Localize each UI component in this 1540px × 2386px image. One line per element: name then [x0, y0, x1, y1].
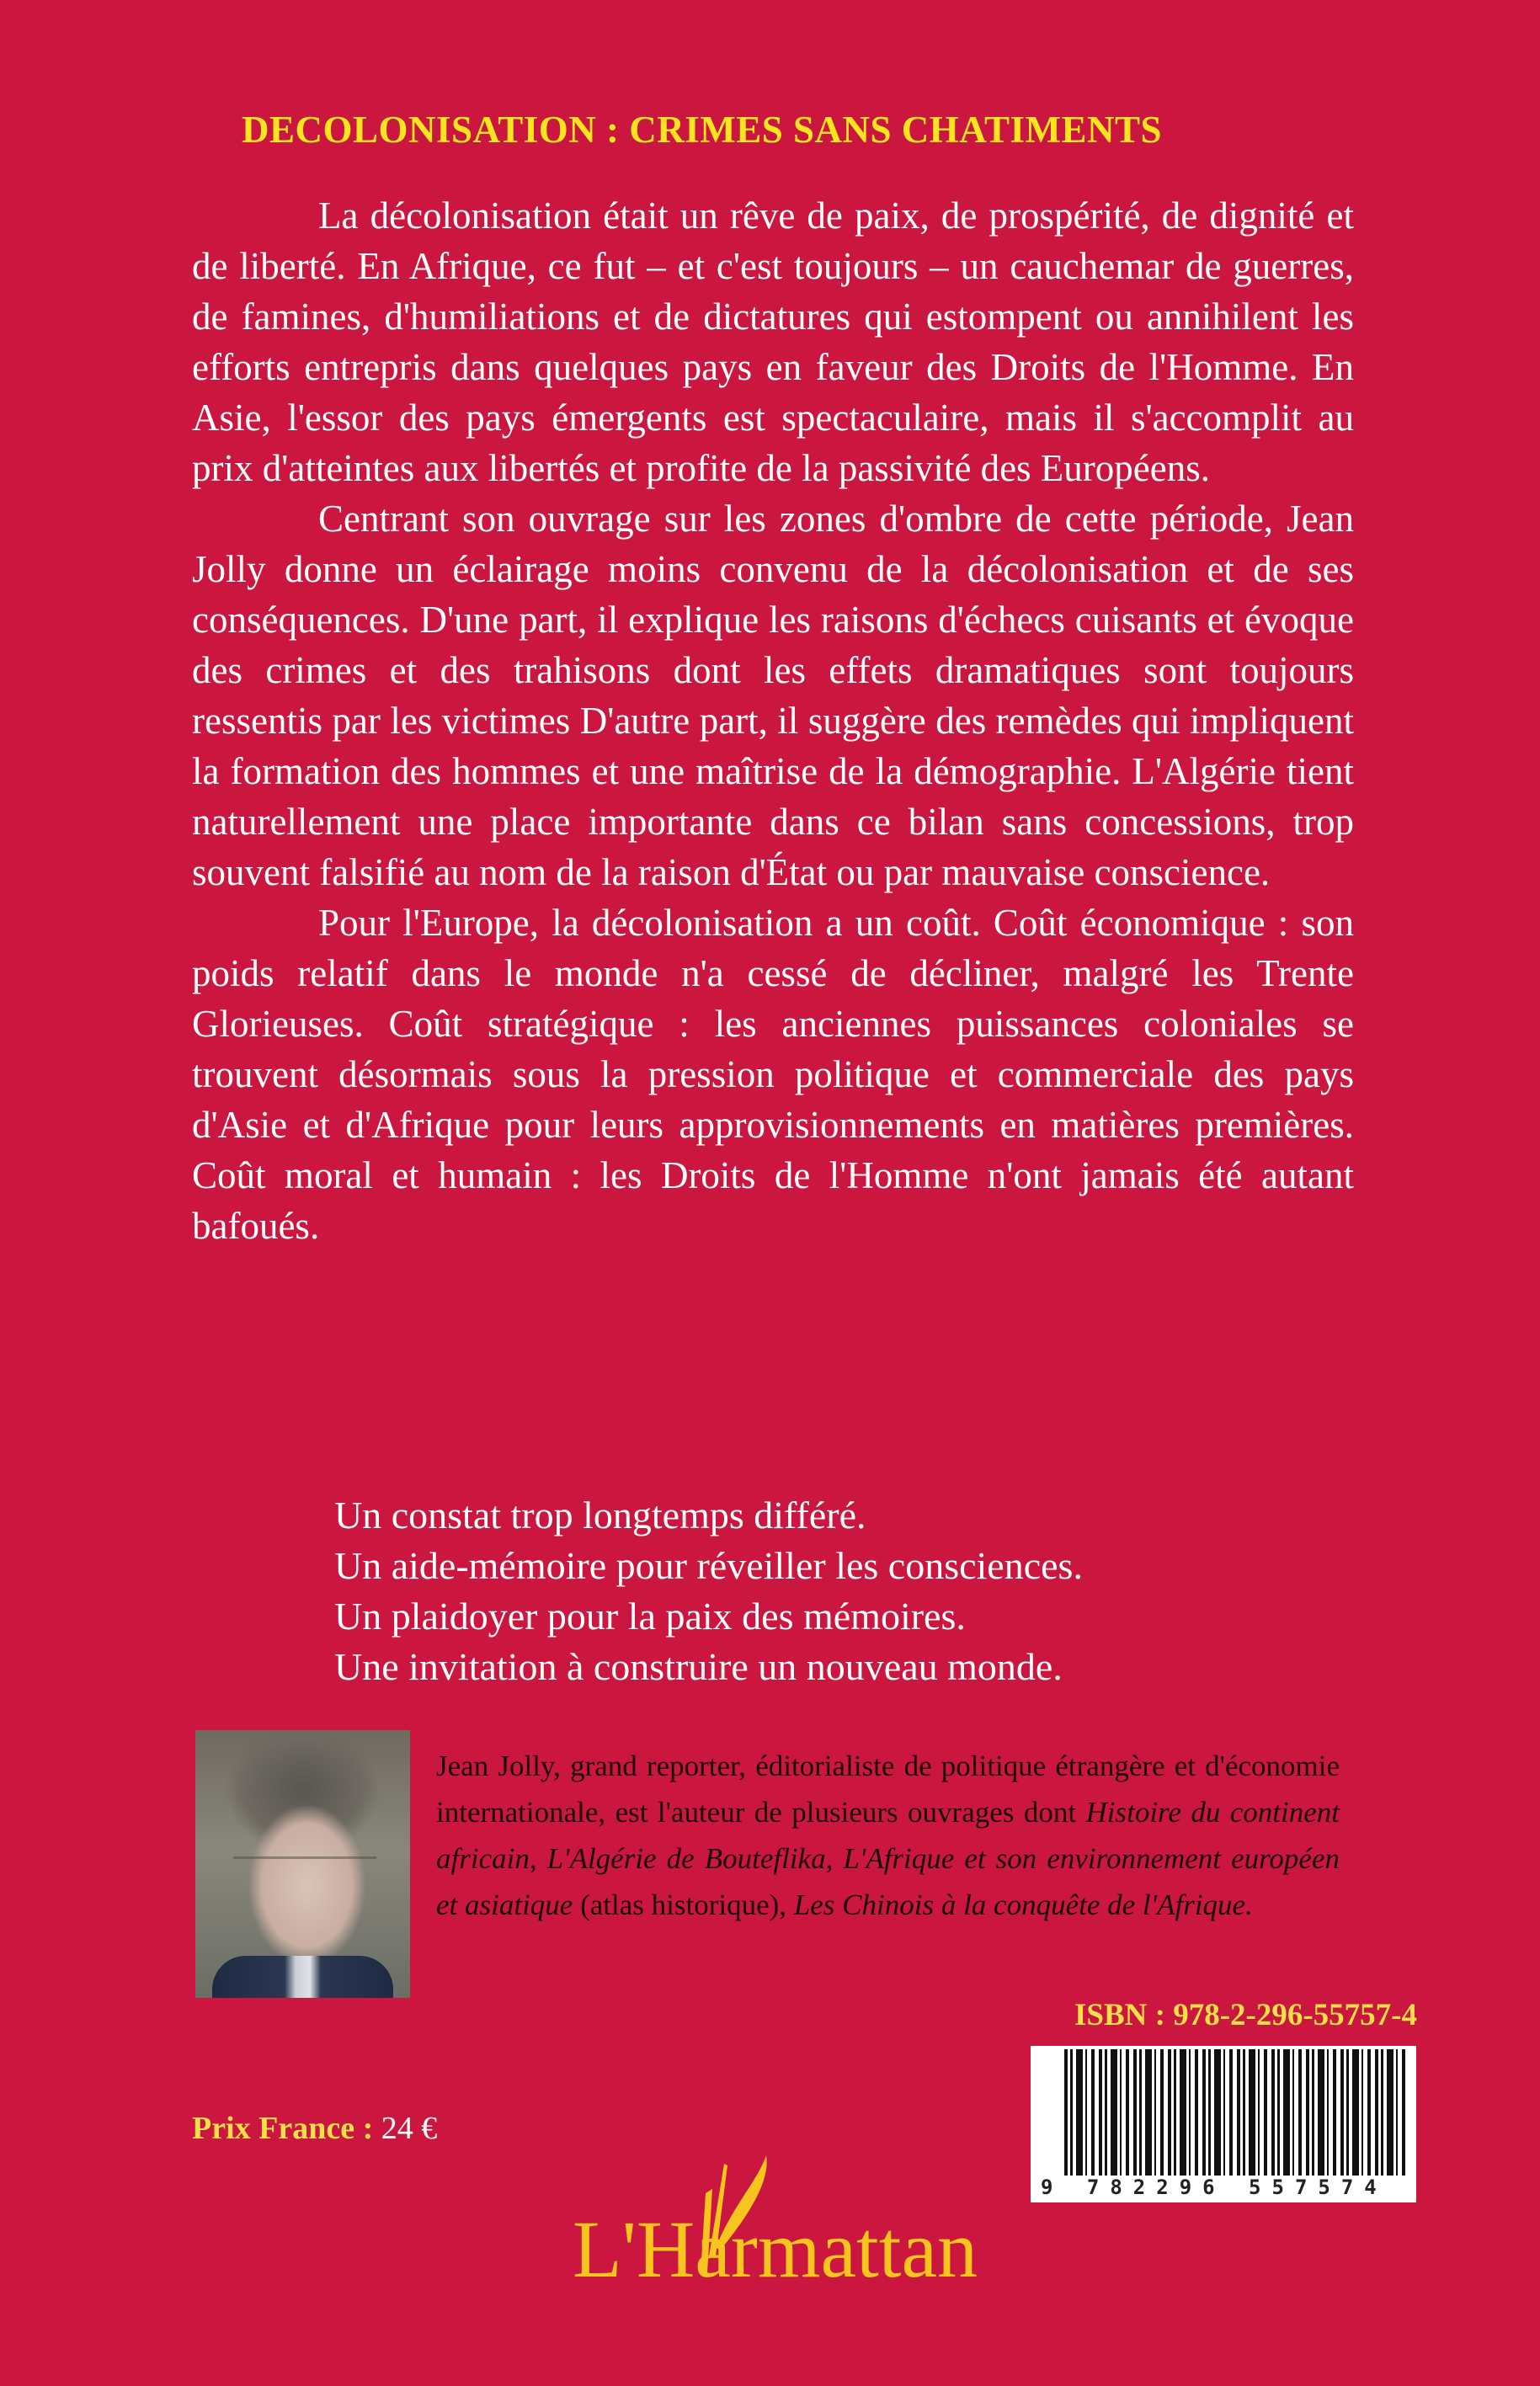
author-photo-suit — [212, 1956, 393, 1998]
barcode-bars — [1064, 2049, 1409, 2176]
bio-text: (atlas historique), — [573, 1888, 794, 1921]
price-label: Prix France : — [192, 2111, 374, 2146]
author-photo-glasses — [233, 1856, 376, 1883]
tagline: Un constat trop longtemps différé. — [334, 1494, 866, 1537]
barcode-digits: 9 782296 557574 — [1037, 2176, 1415, 2199]
publisher-logo — [573, 2155, 977, 2324]
bio-book-titles: Histoire du continent africain, L'Algérie de Bouteflika, L'Afrique et son environnement européen et asiatique — [436, 1796, 1340, 1921]
barcode — [1031, 2046, 1416, 2202]
author-bio — [436, 1743, 1340, 1928]
blurb-paragraph-1: La décolonisation était un rêve de paix, de prospérité, de dignité et de liberté. En Afrique, ce fut – et c'est toujours – un cauchemar de guerres, de famines, d'humiliations et de dictatures qui estompent ou annihilent les efforts entrepris dans quelques pays en faveur des Droits de l'Homme. En Asie, l'essor des pays émergents est spectaculaire, mais il s'accomplit au prix d'atteintes aux libertés et profite de la passivité des Européens. — [192, 194, 1354, 489]
bio-book-title: Les Chinois à la conquête de l'Afrique. — [793, 1888, 1253, 1921]
tagline: Un plaidoyer pour la paix des mémoires. — [334, 1595, 966, 1638]
isbn-label: ISBN : 978-2-296-55757-4 — [1074, 1998, 1417, 2032]
publisher-name: L'Harmattan — [573, 2204, 978, 2294]
book-title: DECOLONISATION : CRIMES SANS CHATIMENTS — [242, 109, 1163, 151]
blurb-paragraph-3: Pour l'Europe, la décolonisation a un coût. Coût économique : son poids relatif dans le monde n'a cessé de décliner, malgré les Trente Glorieuses. Coût stratégique : les anciennes puissances coloniales se trouvent désormais sous la pression politique et commerciale des pays d'Asie et d'Afrique pour leurs approvisionnements en matières premières. Coût moral et humain : les Droits de l'Homme n'ont jamais été autant bafoués. — [192, 902, 1354, 1247]
bio-text: Jean Jolly, grand reporter, éditorialiste de politique étrangère et d'économie internationale, est l'auteur de plusieurs ouvrages dont — [436, 1750, 1340, 1829]
logo-rest: armattan — [695, 2204, 978, 2294]
taglines — [334, 1490, 1083, 1692]
tagline: Un aide-mémoire pour réveiller les consciences. — [334, 1544, 1083, 1587]
price — [192, 2107, 437, 2149]
logo-prefix: L' — [573, 2204, 637, 2294]
author-photo — [195, 1730, 410, 1998]
blurb-paragraph-2: Centrant son ouvrage sur les zones d'ombre de cette période, Jean Jolly donne un éclairage moins convenu de la décolonisation et de ses conséquences. D'une part, il explique les raisons d'échecs cuisants et évoque des crimes et des trahisons dont les effets dramatiques sont toujours ressentis par les victimes D'autre part, il suggère des remèdes qui impliquent la formation des hommes et une maîtrise de la démographie. L'Algérie tient naturellement une place importante dans ce bilan sans concessions, trop souvent falsifié au nom de la raison d'État ou par mauvaise conscience. — [192, 498, 1354, 893]
tagline: Une invitation à construire un nouveau monde. — [334, 1645, 1063, 1688]
price-value: 24 € — [373, 2111, 438, 2146]
blurb — [192, 190, 1354, 1251]
